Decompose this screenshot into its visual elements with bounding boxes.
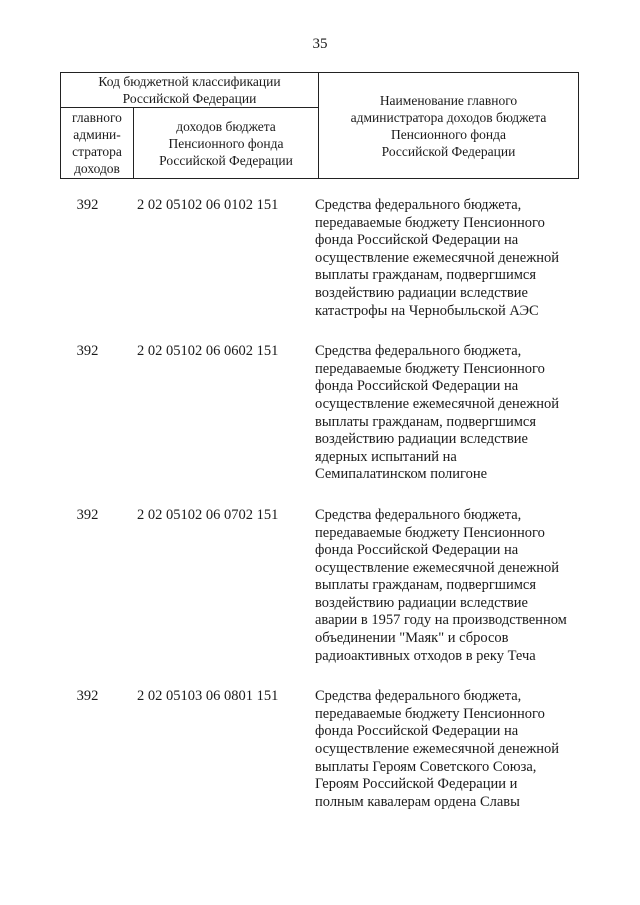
table-row xyxy=(60,197,580,320)
budget-classification-group-header: Код бюджетной классификации Российской Федерации xyxy=(61,73,319,108)
revenue-name-cell: Средства федерального бюджета, передаваемые бюджету Пенсионного фонда Российской Федерации на осуществление ежемесячной денежной выплаты гражданам, подвергшимся воздействию радиации вследствие катастрофы на Чернобыльской АЭС xyxy=(315,197,560,319)
revenue-code-cell: 2 02 05103 06 0801 151 xyxy=(137,688,279,705)
admin-code-header: главного админи- стратора доходов xyxy=(61,108,134,179)
admin-code-cell: 392 xyxy=(76,197,99,213)
page-number: 35 xyxy=(312,36,328,52)
administrator-name-header: Наименование главного администратора доходов бюджета Пенсионного фонда Российской Федерации xyxy=(319,73,579,179)
table-row xyxy=(60,507,580,665)
revenue-code-cell: 2 02 05102 06 0602 151 xyxy=(137,343,279,360)
admin-code-cell: 392 xyxy=(76,688,99,705)
revenue-code-cell: 2 02 05102 06 0102 151 xyxy=(137,197,279,213)
classification-rows xyxy=(60,197,580,834)
revenue-code-header: доходов бюджета Пенсионного фонда Российской Федерации xyxy=(134,108,319,179)
admin-code-cell: 392 xyxy=(76,343,99,360)
admin-code-cell: 392 xyxy=(76,506,99,523)
revenue-name-cell: Средства федерального бюджета, передаваемые бюджету Пенсионного фонда Российской Федерации на осуществление ежемесячной денежной выплаты гражданам, подвергшимся воздействию радиации вследствие ядерных испытаний на Семипалатинском полигоне xyxy=(315,343,560,483)
table-row xyxy=(60,688,580,811)
classification-header-table xyxy=(60,72,579,179)
revenue-name-cell: Средства федерального бюджета, передаваемые бюджету Пенсионного фонда Российской Федерации на осуществление ежемесячной денежной выплаты Героям Советского Союза, Героям Российской Федерации и полным кавалерам ордена Славы xyxy=(315,688,560,810)
revenue-code-cell: 2 02 05102 06 0702 151 xyxy=(137,506,279,523)
revenue-name-cell: Средства федерального бюджета, передаваемые бюджету Пенсионного фонда Российской Федерации на осуществление ежемесячной денежной выплаты гражданам, подвергшимся воздействию радиации вследствие аварии в 1957 году на производственном объединении "Маяк" и сбросов радиоактивных отходов в реку Теча xyxy=(315,506,567,664)
table-row xyxy=(60,343,580,484)
